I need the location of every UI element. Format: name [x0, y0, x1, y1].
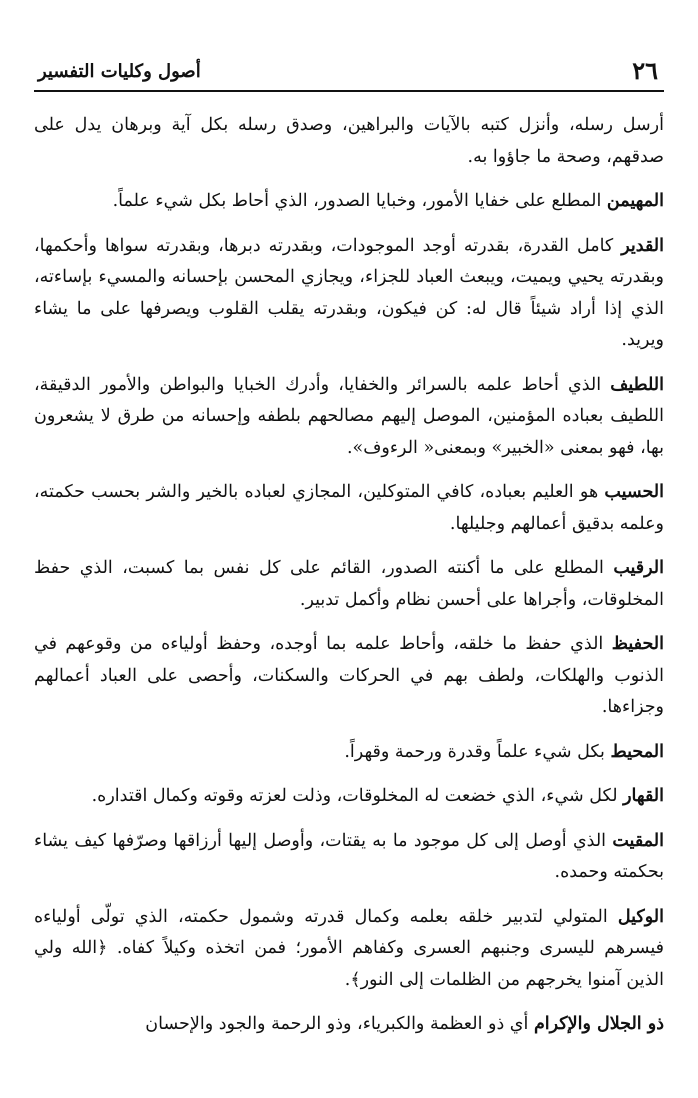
paragraph-intro [34, 110, 664, 173]
page-number: ٢٦ [632, 56, 658, 85]
paragraph-text: بكل شيء علماً وقدرة ورحمة وقهراً. [344, 741, 611, 762]
term-heading: الحسيب [604, 482, 664, 502]
paragraph-al-qahhar [34, 781, 664, 813]
paragraph-al-qadir [34, 231, 664, 357]
term-heading: ذو الجلال والإكرام [533, 1014, 664, 1034]
book-page [34, 56, 664, 1086]
paragraph-text: الذي حفظ ما خلقه، وأحاط علمه بما أوجده، وحفظ أولياءه من وقوعهم في الذنوب والهلكات، ولطف بهم في الحركات والسكنات، وأحصى على العباد أعمالهم وجزاءها. [34, 634, 664, 717]
paragraph-text: المتولي لتدبير خلقه بعلمه وكمال قدرته وشمول حكمته، الذي تولّى أولياءه فيسرهم لليسرى وجنبهم العسرى وكفاهم الأمور؛ فمن اتخذه وكيلاً كفاه. ﴿الله ولي الذين آمنوا يخرجهم من الظلمات إلى النور﴾. [34, 906, 664, 990]
paragraph-text: المطلع على ما أكنته الصدور، القائم على كل نفس بما كسبت، الذي حفظ المخلوقات، وأجراها على أحسن نظام وأكمل تدبير. [34, 558, 664, 610]
running-title: أصول وكليات التفسير [38, 61, 201, 82]
paragraph-al-hasib [34, 477, 664, 540]
paragraph-al-wakil [34, 902, 664, 997]
term-heading: الرقيب [613, 558, 664, 578]
paragraph-text: الذي أحاط علمه بالسرائر والخفايا، وأدرك الخبايا والبواطن والأمور الدقيقة، اللطيف بعباده المؤمنين، الموصل إليهم مصالحهم بلطفه وإحسانه من طرق لا يشعرون بها، فهو بمعنى «الخبير» وبمعنى« الرءوف». [34, 374, 664, 458]
paragraph-dhul-jalal [34, 1009, 664, 1041]
page-body [34, 110, 664, 1041]
paragraph-al-muqit [34, 826, 664, 889]
paragraph-text: المطلع على خفايا الأمور، وخبايا الصدور، الذي أحاط بكل شيء علماً. [112, 191, 607, 211]
term-heading: الوكيل [617, 906, 664, 927]
page-header [34, 56, 664, 92]
paragraph-text: لكل شيء، الذي خضعت له المخلوقات، وذلت لعزته وقوته وكمال اقتداره. [91, 786, 624, 806]
paragraph-al-hafiz [34, 629, 664, 724]
term-heading: المقيت [612, 830, 664, 851]
paragraph-ar-raqib [34, 553, 664, 616]
term-heading: القدير [621, 235, 664, 256]
term-heading: المهيمن [606, 191, 664, 211]
paragraph-text: أرسل رسله، وأنزل كتبه بالآيات والبراهين، وصدق رسله بكل آية وبرهان يدل على صدقهم، وصحة ما جاؤوا به. [34, 115, 664, 167]
paragraph-text: الذي أوصل إلى كل موجود ما به يقتات، وأوصل إليها أرزاقها وصرّفها كيف يشاء بحكمته وحمده. [34, 830, 664, 882]
paragraph-al-muhit [34, 737, 664, 769]
term-heading: القهار [623, 786, 664, 806]
term-heading: المحيط [610, 741, 664, 762]
term-heading: اللطيف [610, 374, 664, 395]
term-heading: الحفيظ [611, 634, 664, 654]
paragraph-text: كامل القدرة، بقدرته أوجد الموجودات، وبقدرته دبرها، وبقدرته سواها وأحكمها، وبقدرته يحيي ويميت، ويبعث العباد للجزاء، ويجازي المحسن بإحسانه والمسيء بإساءته، الذي إذا أراد شيئاً قال له: كن فيكون، وبقدرته يقلب القلوب ويصرفها على ما يشاء ويريد. [34, 235, 664, 350]
paragraph-text: هو العليم بعباده، كافي المتوكلين، المجازي لعباده بالخير والشر بحسب حكمته، وعلمه بدقيق أعمالهم وجليلها. [34, 482, 664, 534]
paragraph-al-muhaymin [34, 186, 664, 218]
paragraph-text: أي ذو العظمة والكبرياء، وذو الرحمة والجود والإحسان [145, 1014, 534, 1034]
paragraph-al-latif [34, 370, 664, 465]
